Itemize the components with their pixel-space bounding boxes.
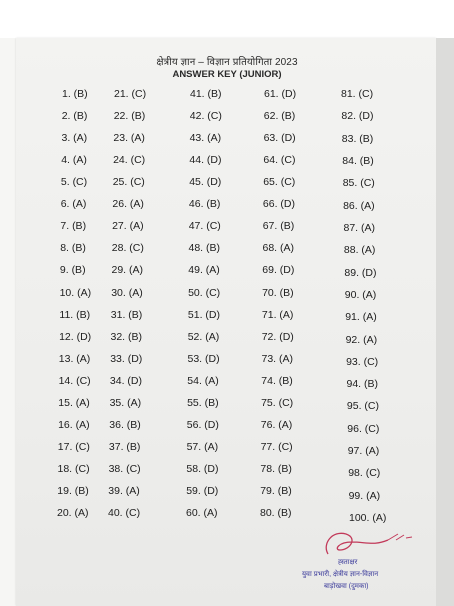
answer-item: 98. (C)	[348, 467, 381, 480]
answer-item: 95. (C)	[346, 400, 379, 413]
answer-item: 9. (B)	[59, 264, 86, 277]
answer-item: 25. (C)	[112, 176, 145, 189]
answer-item: 58. (D)	[186, 462, 219, 475]
answer-item: 74. (B)	[261, 374, 293, 387]
answer-item: 49. (A)	[188, 264, 220, 277]
answer-item: 14. (C)	[58, 374, 91, 387]
answer-item: 50. (C)	[188, 286, 221, 299]
document-subtitle: ANSWER KEY (JUNIOR)	[172, 69, 282, 80]
answer-item: 4. (A)	[61, 154, 87, 167]
answer-item: 82. (D)	[341, 110, 374, 123]
answer-item: 30. (A)	[111, 286, 143, 299]
answer-item: 73. (A)	[261, 352, 294, 365]
answer-item: 41. (B)	[190, 88, 222, 100]
answer-item: 87. (A)	[343, 221, 376, 234]
answer-item: 24. (C)	[113, 154, 146, 167]
answer-item: 85. (C)	[342, 177, 375, 190]
answer-item: 70. (B)	[262, 286, 294, 299]
answer-item: 65. (C)	[263, 176, 296, 189]
answer-item: 3. (A)	[61, 132, 88, 145]
answer-item: 79. (B)	[260, 484, 292, 497]
answer-item: 27. (A)	[112, 220, 144, 233]
answer-item: 34. (D)	[109, 374, 142, 387]
answer-item: 17. (C)	[57, 440, 90, 453]
answer-item: 92. (A)	[345, 333, 378, 346]
stamp-line-1: ह्स्ताक्षर	[338, 559, 358, 566]
answer-item: 51. (D)	[187, 308, 220, 321]
answer-item: 62. (B)	[263, 110, 296, 123]
answer-item: 63. (D)	[263, 132, 296, 145]
answer-item: 93. (C)	[346, 355, 379, 368]
answer-item: 57. (A)	[186, 440, 219, 453]
answer-item: 7. (B)	[60, 220, 87, 233]
answer-item: 26. (A)	[112, 198, 144, 211]
signature-scribble	[300, 520, 430, 560]
answer-item: 56. (D)	[186, 418, 219, 431]
answer-item: 15. (A)	[58, 396, 90, 409]
answer-item: 67. (B)	[262, 220, 295, 233]
answer-item: 52. (A)	[187, 330, 220, 343]
answer-item: 97. (A)	[347, 445, 380, 458]
answer-item: 23. (A)	[113, 132, 145, 145]
answer-item: 22. (B)	[113, 110, 146, 123]
answer-item: 20. (A)	[57, 507, 89, 519]
answer-item: 99. (A)	[348, 489, 381, 502]
answer-item: 47. (C)	[188, 220, 221, 233]
answer-item: 10. (A)	[59, 286, 92, 299]
answer-item: 40. (C)	[108, 507, 141, 519]
answer-item: 71. (A)	[261, 308, 294, 321]
answer-item: 32. (B)	[110, 330, 143, 343]
answer-item: 21. (C)	[114, 88, 147, 100]
answer-item: 64. (C)	[263, 154, 296, 167]
answer-item: 84. (B)	[342, 154, 374, 167]
answer-item: 13. (A)	[58, 352, 91, 365]
answer-item: 39. (A)	[108, 484, 140, 497]
answer-item: 12. (D)	[59, 330, 92, 343]
answer-item: 89. (D)	[344, 266, 377, 279]
answer-item: 81. (C)	[341, 88, 374, 100]
answer-item: 77. (C)	[260, 440, 293, 453]
answer-item: 88. (A)	[343, 244, 376, 257]
answer-item: 37. (B)	[108, 440, 141, 453]
answer-item: 45. (D)	[189, 176, 222, 189]
answer-item: 44. (D)	[189, 154, 222, 167]
answer-item: 36. (B)	[109, 418, 141, 431]
answer-item: 48. (B)	[188, 242, 221, 255]
answer-item: 19. (B)	[57, 484, 89, 497]
answer-item: 55. (B)	[187, 396, 219, 409]
answer-item: 75. (C)	[261, 396, 294, 409]
answer-item: 42. (C)	[189, 110, 222, 123]
answer-item: 2. (B)	[61, 110, 88, 123]
answer-item: 46. (B)	[188, 198, 221, 211]
answer-item: 1. (B)	[62, 88, 88, 100]
answer-item: 18. (C)	[57, 462, 90, 475]
answer-item: 29. (A)	[111, 264, 144, 277]
answer-item: 86. (A)	[343, 199, 375, 212]
answer-item: 94. (B)	[346, 378, 379, 391]
answer-item: 66. (D)	[262, 198, 295, 211]
answer-item: 69. (D)	[262, 264, 295, 277]
document-title: क्षेत्रीय ज्ञान – विज्ञान प्रतियोगिता 2023	[156, 57, 298, 68]
answer-item: 91. (A)	[345, 311, 377, 324]
answer-item: 96. (C)	[347, 422, 380, 435]
answer-item: 78. (B)	[260, 462, 292, 475]
answer-item: 72. (D)	[261, 330, 294, 343]
answer-item: 59. (D)	[186, 484, 219, 497]
answer-item: 61. (D)	[264, 88, 297, 100]
answer-item: 80. (B)	[260, 507, 292, 519]
stamp-line-2: युवा प्रभारी, क्षेत्रीय ज्ञान-विज्ञान	[302, 571, 379, 578]
answer-item: 35. (A)	[109, 396, 142, 409]
answer-item: 53. (D)	[187, 352, 220, 365]
answer-item: 76. (A)	[260, 418, 293, 431]
answer-item: 11. (B)	[59, 308, 91, 321]
answer-item: 60. (A)	[186, 507, 218, 519]
answer-item: 31. (B)	[110, 308, 143, 321]
answer-item: 8. (B)	[60, 242, 86, 255]
stamp-line-3: बाड़ोखवा (दुमका)	[324, 583, 369, 590]
signature-stamp	[300, 520, 430, 600]
answer-item: 100. (A)	[349, 512, 387, 524]
answer-item: 5. (C)	[60, 176, 88, 189]
answer-item: 38. (C)	[108, 462, 141, 475]
answer-item: 6. (A)	[60, 198, 87, 211]
answer-item: 54. (A)	[187, 374, 219, 387]
answer-item: 83. (B)	[341, 132, 374, 145]
answer-item: 43. (A)	[189, 132, 222, 145]
answer-item: 28. (C)	[111, 242, 144, 255]
answer-item: 33. (D)	[110, 352, 143, 365]
answer-item: 68. (A)	[262, 242, 295, 255]
answer-item: 16. (A)	[58, 418, 90, 431]
answer-item: 90. (A)	[344, 288, 377, 301]
